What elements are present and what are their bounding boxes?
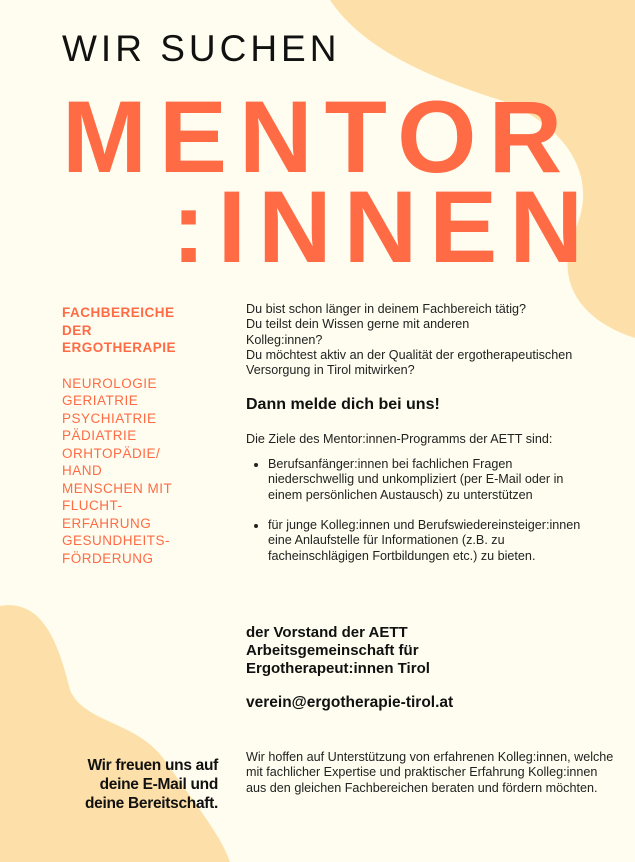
title-innen: :INNEN	[171, 170, 595, 284]
signature-line: der Vorstand der AETT	[246, 624, 408, 641]
field-item: FÖRDERUNG	[62, 550, 154, 566]
thanks-line: deine E-Mail und	[99, 776, 218, 793]
field-item: PSYCHIATRIE	[62, 410, 157, 426]
signature-line: Ergotherapeut:innen Tirol	[246, 660, 430, 677]
intro-question: Du teilst dein Wissen gerne mit anderen Kolleg:innen?	[246, 317, 470, 347]
fields-heading-line: FACHBEREICHE	[62, 305, 175, 320]
call-to-action: Dann melde dich bei uns!	[246, 396, 440, 414]
goals-intro: Die Ziele des Mentor:innen-Programms der AETT sind:	[246, 431, 553, 446]
fields-heading	[62, 304, 176, 357]
goal-item: • Berufsanfänger:innen bei fachlichen Fragen niederschwellig und unkompliziert (per E-Mail oder in einem persönlichen Austausch) zu unterstützen	[268, 457, 593, 503]
bottom-left-blob	[0, 605, 230, 862]
intro-question: Du möchtest aktiv an der Qualität der ergotherapeutischen Versorgung in Tirol mitwirken?	[246, 347, 573, 378]
kicker-heading: WIR SUCHEN	[62, 28, 341, 69]
goals-list	[246, 457, 616, 564]
title-mentor: MENTOR	[62, 80, 575, 194]
field-item: GERIATRIE	[62, 393, 139, 408]
field-item: NEUROLOGIE	[62, 375, 158, 391]
thanks-line: Wir freuen uns auf	[87, 757, 218, 774]
field-item: MENSCHEN MIT	[62, 480, 173, 496]
fields-heading-line: DER	[62, 322, 93, 338]
closing-paragraph: Wir hoffen auf Unterstützung von erfahrenen Kolleg:innen, welche mit fachlicher Expertise und praktischer Erfahrung Kolleg:innen aus den gleichen Fachbereichen beraten und fördern möchten.	[246, 750, 614, 795]
thanks-line: deine Bereitschaft.	[85, 795, 218, 812]
field-item: ERFAHRUNG	[62, 515, 152, 531]
closing-thanks	[20, 756, 218, 813]
intro-section	[246, 302, 616, 579]
goal-item: • für junge Kolleg:innen und Berufswiedereinsteiger:innen eine Anlaufstelle für Informationen (z.B. zu facheinschlägigen Fortbildungen etc.) zu bieten.	[268, 518, 603, 564]
field-item: HAND	[62, 463, 103, 478]
field-item: PÄDIATRIE	[62, 428, 137, 443]
intro-question: Du bist schon länger in deinem Fachbereich tätig?	[246, 302, 527, 316]
fields-heading-line: ERGOTHERAPIE	[62, 340, 177, 355]
fields-list	[62, 304, 176, 567]
signature	[246, 624, 430, 678]
field-item: FLUCHT-	[62, 498, 123, 513]
field-item: ORHTOPÄDIE/	[62, 445, 161, 461]
field-item: GESUNDHEITS-	[62, 533, 171, 548]
signature-line: Arbeitsgemeinschaft für	[246, 642, 419, 659]
contact-email[interactable]: verein@ergotherapie-tirol.at	[246, 694, 454, 711]
